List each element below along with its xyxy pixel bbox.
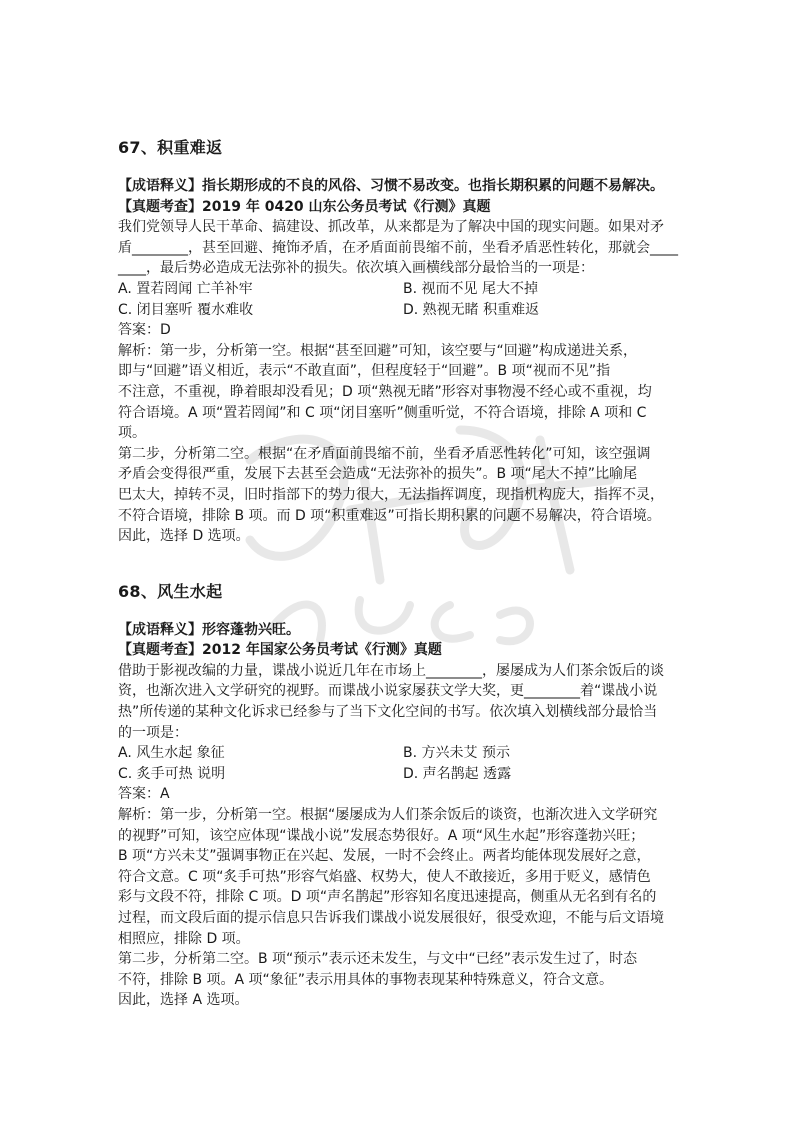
analysis-line: 因此，选择 A 选项。: [118, 992, 249, 1009]
analysis-line: 巴太大，掉转不灵，旧时指部下的势力很大，无法指挥调度，现指机构庞大，指挥不灵，: [118, 486, 664, 503]
option-a: A. 风生水起 象征: [118, 745, 225, 762]
question-stem-line: ____，最后势必造成无法弥补的损失。依次填入画横线部分最恰当的一项是：: [118, 260, 594, 277]
answer: 答案：D: [118, 322, 171, 339]
analysis-line: 相照应，排除 D 项。: [118, 930, 250, 947]
analysis-line: 符合语境。A 项“置若罔闻”和 C 项“闭目塞听”侧重听觉，不符合语境，排除 A 项和 C: [118, 404, 647, 421]
analysis-line: 不符合语境，排除 B 项。而 D 项“积重难返”可指长期积累的问题不易解决，符合语境。: [118, 507, 661, 524]
option-c: C. 闭目塞听 覆水难收: [118, 301, 254, 318]
question-stem-line: 盾________，甚至回避、掩饰矛盾，在矛盾面前畏缩不前，坐看矛盾恶性转化，那就会____: [118, 239, 678, 256]
analysis-line: 彩与文段不符，排除 C 项。D 项“声名鹊起”形容知名度迅速提高，侧重从无名到有名的: [118, 889, 657, 906]
analysis-line: 矛盾会变得很严重，发展下去甚至会造成“无法弥补的损失”。B 项“尾大不掉”比喻尾: [118, 466, 638, 483]
option-b: B. 方兴未艾 预示: [403, 745, 510, 762]
question-title: 67、积重难返: [118, 138, 223, 157]
document-page: [118, 135, 688, 1011]
question-stem-line: 借助于影视改编的力量，谍战小说近几年在市场上________，屡屡成为人们茶余饭后的谈: [118, 662, 664, 679]
exam-source: 【真题考查】2019 年 0420 山东公务员考试《行测》真题: [118, 198, 491, 215]
analysis-line: B 项“方兴未艾”强调事物正在兴起、发展，一时不会终止。两者均能体现发展好之意，: [118, 848, 651, 865]
option-d: D. 熟视无睹 积重难返: [403, 301, 540, 318]
question-67: [118, 135, 688, 547]
analysis-line: 第二步，分析第二空。根据“在矛盾面前畏缩不前，坐看矛盾恶性转化”可知，该空强调: [118, 445, 651, 462]
question-stem-line: 我们党领导人民干革命、搞建设、抓改革，从来都是为了解决中国的现实问题。如果对矛: [118, 219, 664, 236]
question-title: 68、风生水起: [118, 581, 223, 601]
analysis-line: 过程，而文段后面的提示信息只告诉我们谍战小说发展很好，很受欢迎，不能与后文语境: [118, 910, 664, 926]
question-68: [118, 579, 688, 1011]
answer-options: [118, 743, 688, 784]
option-b: B. 视而不见 尾大不掉: [403, 280, 538, 297]
question-stem-line: 热”所传递的某种文化诉求已经参与了当下文化空间的书写。依次填入划横线部分最恰当: [118, 704, 658, 721]
option-a: A. 置若罔闻 亡羊补牢: [118, 280, 253, 297]
analysis-line: 解析：第一步，分析第一空。根据“甚至回避”可知，该空要与“回避”构成递进关系，: [118, 342, 638, 359]
analysis-line: 不符，排除 B 项。A 项“象征”表示用具体的事物表现某种特殊意义，符合文意。: [118, 971, 614, 988]
option-d: D. 声名鹊起 透露: [403, 765, 512, 782]
analysis-line: 的视野”可知，该空应体现“谍战小说”发展态势很好。A 项“风生水起”形容蓬勃兴旺；: [118, 827, 645, 844]
analysis-line: 第二步，分析第二空。B 项“预示”表示还未发生，与文中“已经”表示发生过了，时态: [118, 951, 638, 968]
analysis-line: 即与“回避”语义相近，表示“不敢直面”，但程度轻于“回避”。B 项“视而不见”指: [118, 363, 611, 380]
analysis-line: 符合文意。C 项“炙手可热”形容气焰盛、权势大，使人不敢接近，多用于贬义，感情色: [118, 868, 651, 885]
answer: 答案：A: [118, 786, 170, 803]
analysis-line: 因此，选择 D 选项。: [118, 528, 250, 545]
analysis-line: 解析：第一步，分析第一空。根据“屡屡成为人们茶余饭后的谈资，也渐次进入文学研究: [118, 807, 658, 824]
answer-options: [118, 279, 688, 320]
option-c: C. 炙手可热 说明: [118, 765, 226, 782]
idiom-meaning: 【成语释义】形容蓬勃兴旺。: [118, 621, 300, 638]
analysis-line: 不注意，不重视，睁着眼却没看见；D 项“熟视无睹”形容对事物漫不经心或不重视，均: [118, 383, 652, 400]
exam-source: 【真题考查】2012 年国家公务员考试《行测》真题: [118, 642, 442, 659]
analysis-line: 项。: [118, 425, 146, 442]
question-stem-line: 资，也渐次进入文学研究的视野。而谍战小说家屡获文学大奖，更________着“谍战小说: [118, 683, 658, 700]
idiom-meaning: 【成语释义】指长期形成的不良的风俗、习惯不易改变。也指长期积累的问题不易解决。: [118, 178, 664, 194]
question-stem-line: 的一项是：: [118, 724, 188, 741]
